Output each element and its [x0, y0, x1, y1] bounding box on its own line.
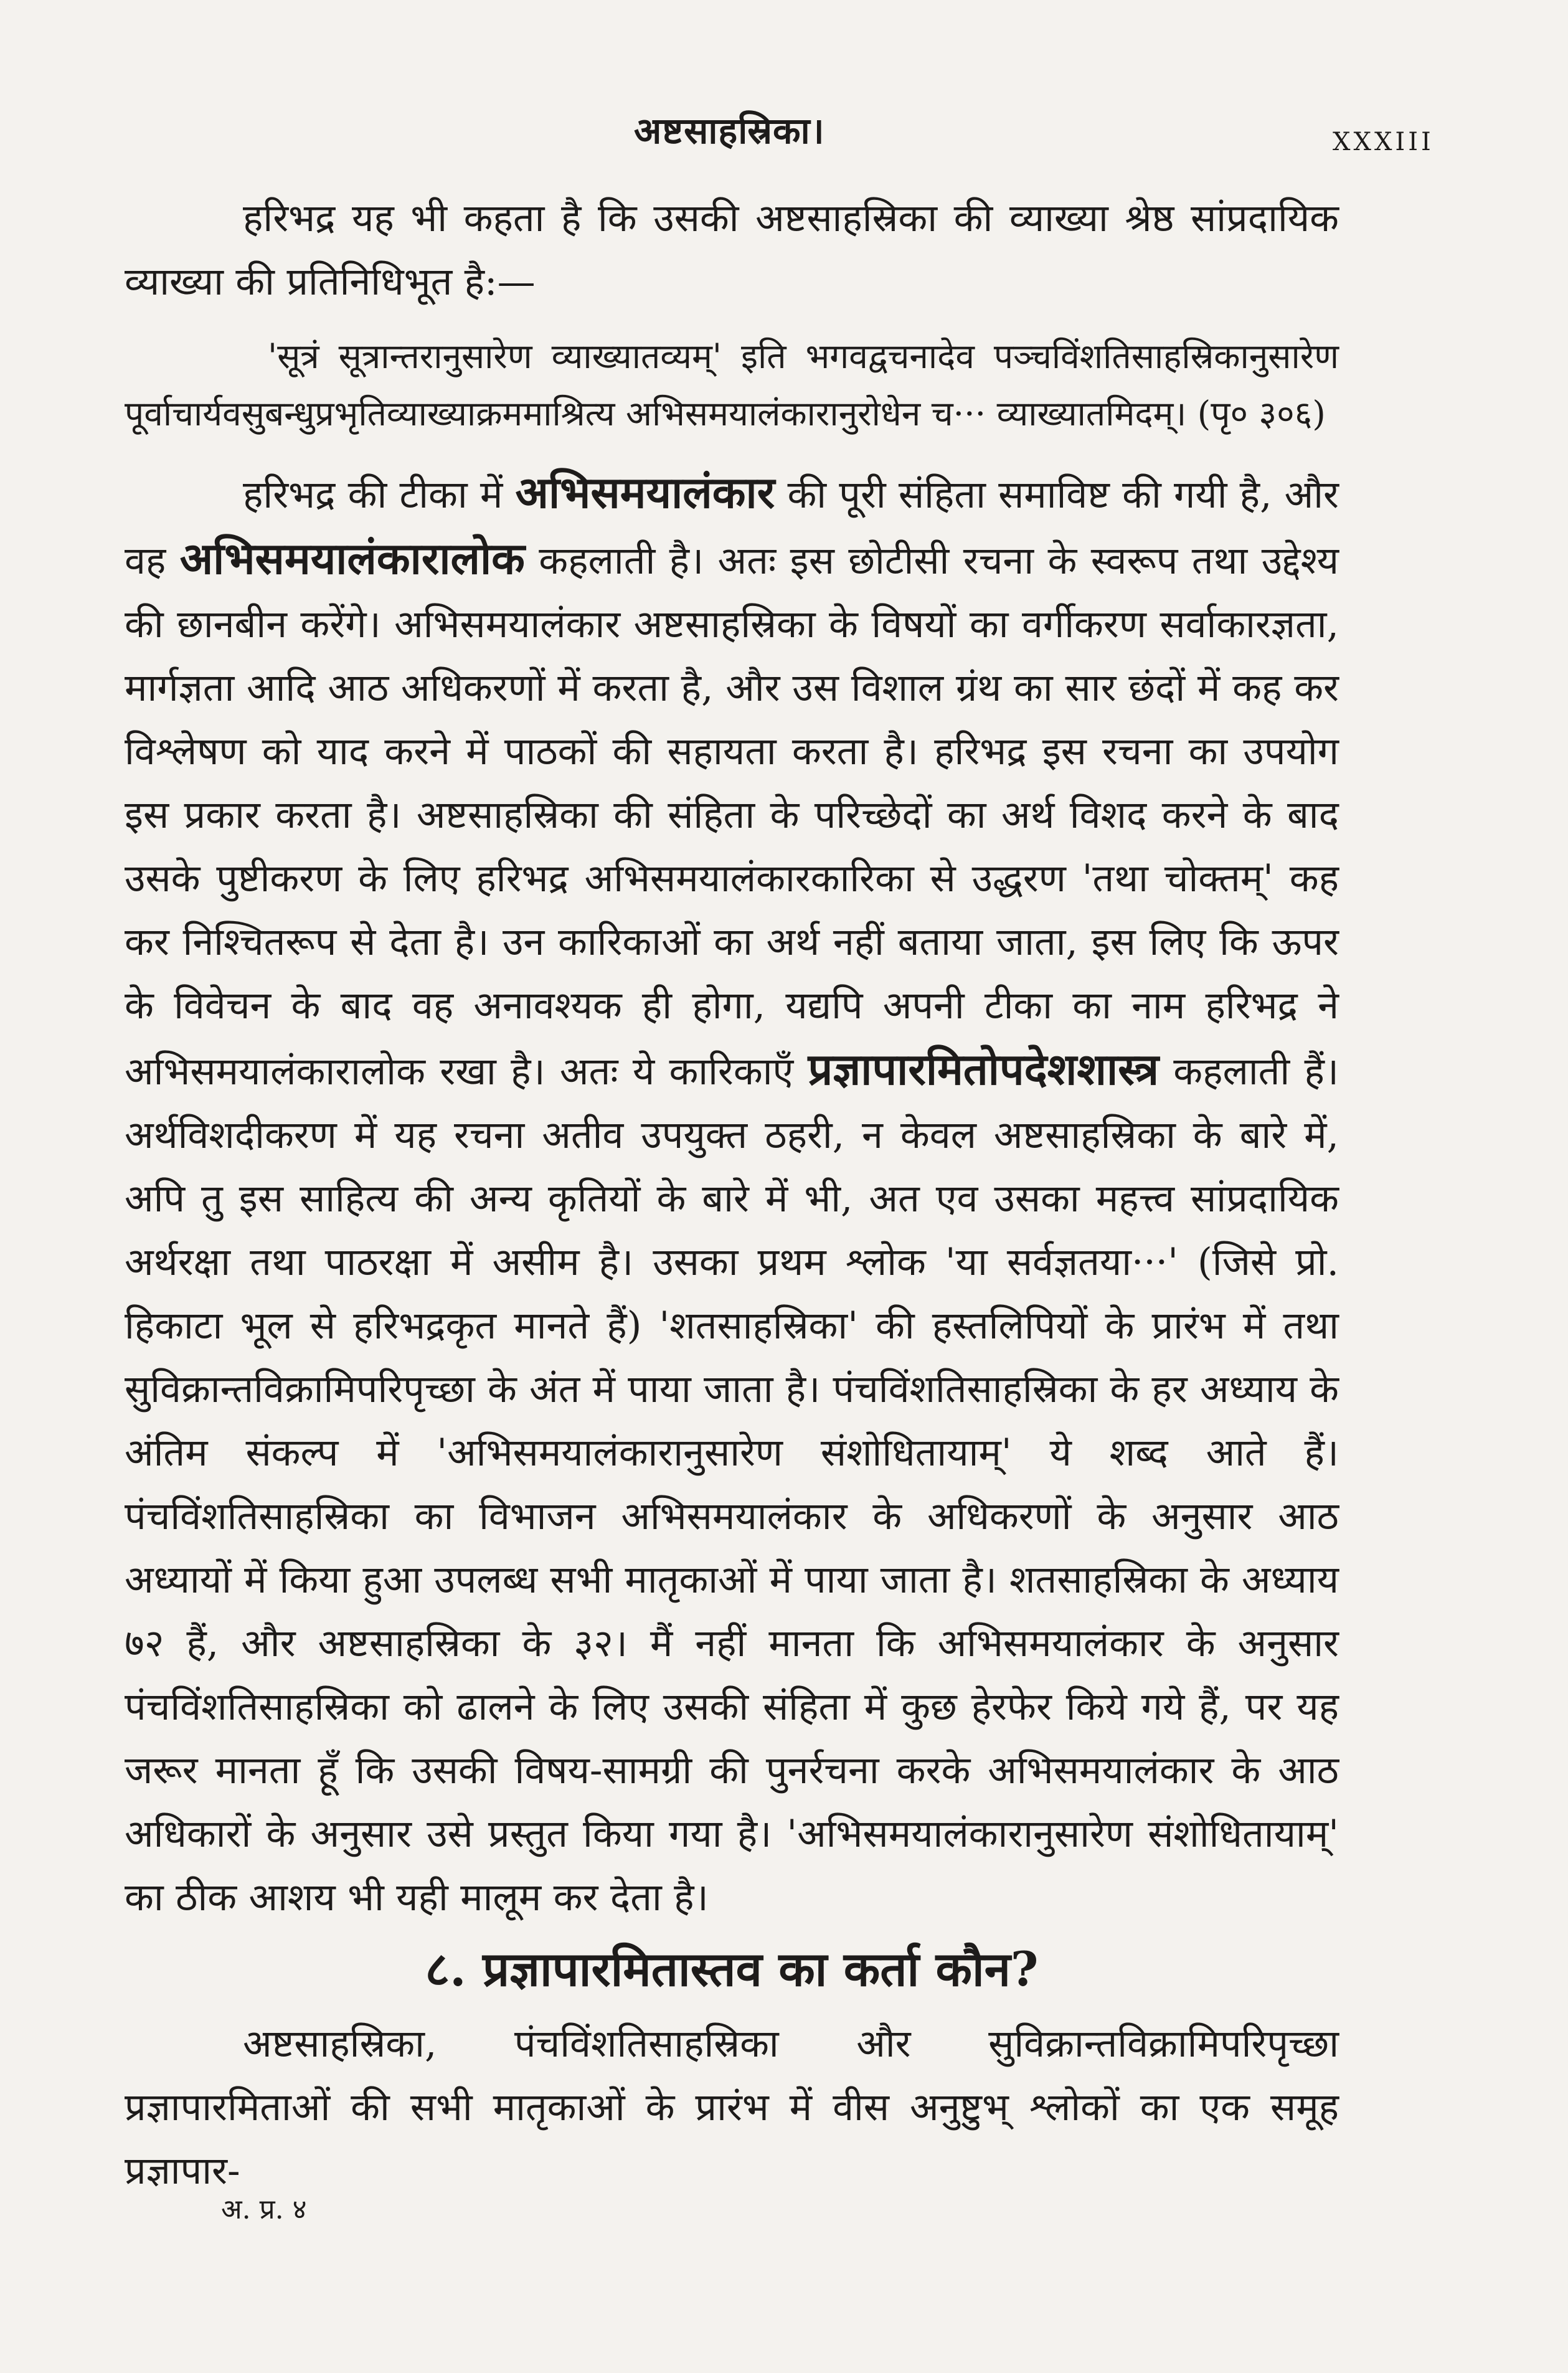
p2-text-a: हरिभद्र की टीका में	[243, 473, 503, 517]
paragraph-3: अष्टसाहस्रिका, पंचविंशतिसाहस्रिका और सुविक्रान्तविक्रामिपरिपृच्छा प्रज्ञापारमिताओं की सभी मातृकाओं के प्रारंभ में वीस अनुष्टुभ् श्लोकों का एक समूह प्रज्ञापार-	[125, 2022, 1339, 2193]
p2-text-g: कहलाती हैं। अर्थविशदीकरण में यह रचना अतीव उपयुक्त ठहरी, न केवल अष्टसाहस्रिका के बारे में, अपि तु इस साहित्य की अन्य कृतियों के बारे में भी, अत एव उसका महत्त्व सांप्रदायिक अर्थरक्षा तथा पाठरक्षा में असीम है। उसका प्रथम श्लोक 'या सर्वज्ञतया···' (जिसे प्रो. हिकाटा भूल से हरिभद्रकृत मानते हैं) 'शतसाहस्रिका' की हस्तलिपियों के प्रारंभ में तथा सुविक्रान्तविक्रामिपरिपृच्छा के अंत में पाया जाता है। पंचविंशतिसाहस्रिका के हर अध्याय के अंतिम संकल्प में 'अभिसमयालंकारानुसारेण संशोधितायाम्' ये शब्द आते हैं। पंचविंशतिसाहस्रिका का विभाजन अभिसमयालंकार के अधिकरणों के अनुसार आठ अध्यायों में किया हुआ उपलब्ध सभी मातृकाओं में पाया जाता है। शतसाहस्रिका के अध्याय ७२ हैं, और अष्टसाहस्रिका के ३२। मैं नहीं मानता कि अभिसमयालंकार के अनुसार पंचविंशतिसाहस्रिका को ढालने के लिए उसकी संहिता में कुछ हेरफेर किये गये हैं, पर यह जरूर मानता हूँ कि उसकी विषय-सामग्री की पुनर्रचना करके अभिसमयालंकार के आठ अधिकारों के अनुसार उसे प्रस्तुत किया गया है। 'अभिसमयालंकारानुसारेण संशोधितायाम्' का ठीक आशय भी यही मालूम कर देता है।	[125, 1049, 1339, 1920]
p2-emph-abhisamayalankara: अभिसमयालंकार	[515, 467, 775, 518]
p2-text-c: की पूरी संहिता समाविष्ट की गयी है, और वह	[125, 473, 1339, 583]
p2-emph-upadeshashastra: प्रज्ञापारमितोपदेशशास्त्र	[808, 1043, 1159, 1095]
section-heading: ८. प्रज्ञापारमितास्तव का कर्ता कौन?	[425, 1941, 1039, 1997]
p2-emph-alankaraloka: अभिसमयालंकारालोक	[179, 533, 525, 584]
sanskrit-quote: 'सूत्रं सूत्रान्तरानुसारेण व्याख्यातव्यम्' इति भगवद्वचनादेव पञ्चविंशतिसाहस्रिकानुसारेण पूर्वाचार्यवसुबन्धुप्रभृतिव्याख्याक्रममाश्रित्य अभिसमयालंकारानुरोधेन च··· व्याख्यातमिदम्। (पृ० ३०६)	[125, 336, 1339, 433]
paragraph-1: हरिभद्र यह भी कहता है कि उसकी अष्टसाहस्रिका की व्याख्या श्रेष्ठ सांप्रदायिक व्याख्या की प्रतिनिधिभूत है:—	[125, 196, 1339, 304]
running-head: अष्टसाहस्रिका।	[634, 110, 825, 152]
p2-text-e: कहलाती है। अतः इस छोटीसी रचना के स्वरूप तथा उद्देश्य की छानबीन करेंगे। अभिसमयालंकार अष्टसाहस्रिका के विषयों का वर्गीकरण सर्वाकारज्ञता, मार्गज्ञता आदि आठ अधिकरणों में करता है, और उस विशाल ग्रंथ का सार छंदों में कह कर विश्लेषण को याद करने में पाठकों की सहायता करता है। हरिभद्र इस रचना का उपयोग इस प्रकार करता है। अष्टसाहस्रिका की संहिता के परिच्छेदों का अर्थ विशद करने के बाद उसके पुष्टीकरण के लिए हरिभद्र अभिसमयालंकारकारिका से उद्धरण 'तथा चोक्तम्' कह कर निश्चितरूप से देता है। उन कारिकाओं का अर्थ नहीं बताया जाता, इस लिए कि ऊपर के विवेचन के बाद वह अनावश्यक ही होगा, यद्यपि अपनी टीका का नाम हरिभद्र ने अभिसमयालंकारालोक रखा है। अतः ये कारिकाएँ	[125, 539, 1339, 1094]
body-text	[125, 187, 1339, 2203]
paragraph-2	[125, 461, 1339, 1930]
page-number: XXXIII	[1333, 128, 1434, 156]
signature-mark: अ. प्र. ४	[221, 2194, 307, 2225]
